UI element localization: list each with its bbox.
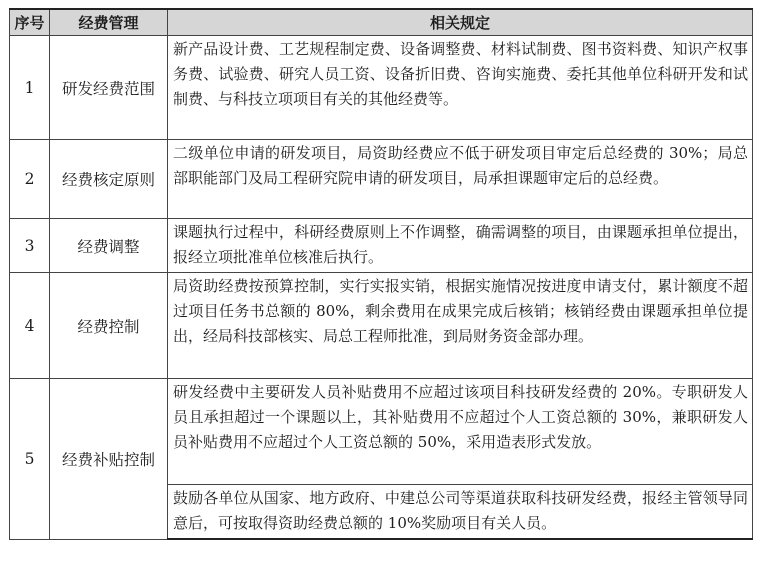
row-category: 经费核定原则 (50, 140, 168, 219)
row-number: 1 (10, 36, 50, 140)
row-provision: 课题执行过程中，科研经费原则上不作调整，确需调整的项目，由课题承担单位提出，报经立项批准单位核准后执行。 (168, 219, 753, 273)
table-row (10, 219, 753, 273)
table-row (10, 273, 753, 379)
table-row (10, 379, 753, 485)
row-category: 研发经费范围 (50, 36, 168, 140)
row-number: 5 (10, 379, 50, 540)
row-provision: 研发经费中主要研发人员补贴费用不应超过该项目科技研发经费的 20%。专职研发人员且承担超过一个课题以上，其补贴费用不应超过个人工资总额的 30%，兼职研发人员补贴费用不应超过个人工资总额的 50%，采用造表形式发放。 (168, 379, 753, 485)
row-category: 经费调整 (50, 219, 168, 273)
row-provision: 局资助经费按预算控制，实行实报实销，根据实施情况按进度申请支付，累计额度不超过项目任务书总额的 80%，剩余费用在成果完成后核销；核销经费由课题承担单位提出，经局科技部核实、局总工程师批准，到局财务资金部办理。 (168, 273, 753, 379)
header-related-provisions: 相关规定 (168, 9, 753, 36)
table-row (10, 36, 753, 140)
row-category: 经费控制 (50, 273, 168, 379)
row-number: 3 (10, 219, 50, 273)
table-header-row (10, 9, 753, 36)
header-serial-number: 序号 (10, 9, 50, 36)
regulation-table-container (9, 8, 752, 540)
row-category: 经费补贴控制 (50, 379, 168, 540)
row-number: 2 (10, 140, 50, 219)
row-provision: 二级单位申请的研发项目，局资助经费应不低于研发项目审定后总经费的 30%；局总部职能部门及局工程研究院申请的研发项目，局承担课题审定后的总经费。 (168, 140, 753, 219)
row-number: 4 (10, 273, 50, 379)
row-provision-incentive: 鼓励各单位从国家、地方政府、中建总公司等渠道获取科技研发经费，报经主管领导同意后，可按取得资助经费总额的 10%奖励项目有关人员。 (168, 485, 753, 540)
table-row (10, 140, 753, 219)
header-funding-management: 经费管理 (50, 9, 168, 36)
funding-management-table (9, 8, 753, 540)
row-provision: 新产品设计费、工艺规程制定费、设备调整费、材料试制费、图书资料费、知识产权事务费、试验费、研究人员工资、设备折旧费、咨询实施费、委托其他单位科研开发和试制费、与科技立项项目有关的其他经费等。 (168, 36, 753, 140)
